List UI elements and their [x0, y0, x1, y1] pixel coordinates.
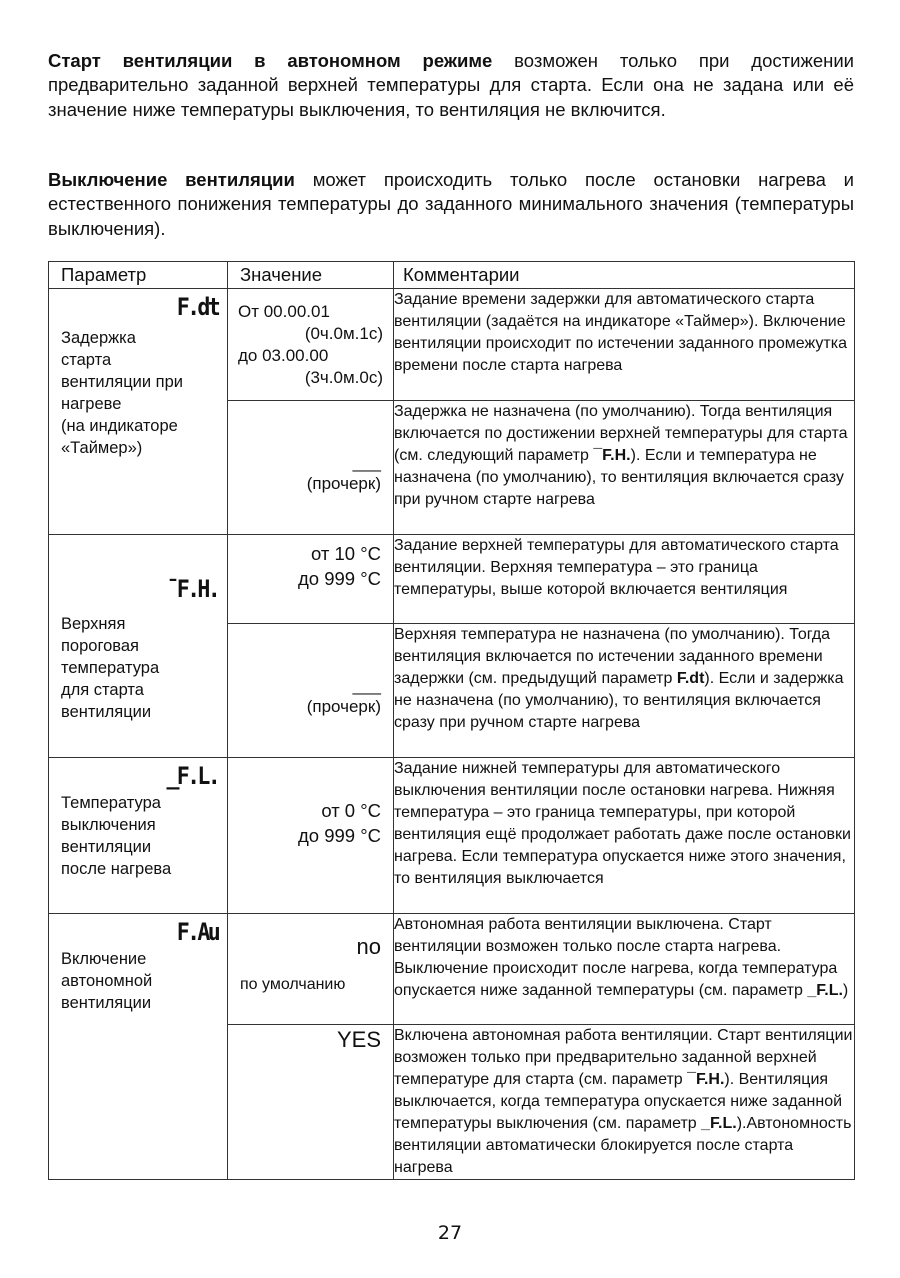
param-cell-fl — [49, 758, 228, 914]
header-comments: Комментарии — [394, 262, 855, 289]
parameters-table — [48, 261, 855, 1180]
value-to: до 03.00.00 — [238, 346, 329, 365]
comment-param-ref: ¯F.H. — [687, 1071, 725, 1088]
table-row-fdt-1 — [49, 289, 855, 401]
comment-param-ref: ¯F.H. — [593, 447, 631, 464]
value-cell-fau-yes — [228, 1025, 394, 1180]
value-cell-fdt-range — [228, 289, 394, 401]
comment-fh-range: Задание верхней температуры для автоматического старта вентиляции. Верхняя температура – это граница температуры, выше которой включается вентиляция — [394, 535, 855, 624]
value-dash-label: (прочерк) — [306, 697, 381, 716]
comment-fl: Задание нижней температуры для автоматического выключения вентиляции после остановки нагрева. Нижняя температура – это граница температуры, при которой вентиляция ещё продолжает работать даже после остановки нагрева. Если температура опускается ниже этого значения, то вентиляция выключается — [394, 758, 855, 914]
comment-param-ref: _F.L. — [807, 982, 843, 999]
comment-fau-no — [394, 914, 855, 1025]
page-number: 27 — [437, 1222, 463, 1244]
comment-text: ). Если и температура не назначена (по умолчанию), то вентиляция включается сразу при ручном старте нагрева — [394, 447, 844, 508]
intro-paragraph-autonomous-start — [48, 49, 854, 122]
value-from: От 00.00.01 — [238, 302, 330, 321]
comment-fdt-dash — [394, 401, 855, 535]
intro-text-autonomous-start: возможен только при достижении предварительно заданной верхней температуры для старта. Если она не задана или её значение ниже температуры выключения, то вентиляция не включится. — [48, 50, 854, 120]
param-name-line: температура — [61, 659, 160, 677]
comment-fdt-range: Задание времени задержки для автоматического старта вентиляции (задаётся на индикаторе «Таймер»). Включение вентиляции происходит по истечении заданного промежутка времени после старта нагрева — [394, 289, 855, 401]
param-name-line: старта — [61, 351, 112, 369]
intro-bold-ventilation-off: Выключение вентиляции — [48, 169, 295, 190]
value-dash-line: ___ — [352, 453, 381, 472]
param-name-line: нагреве — [61, 395, 122, 413]
comment-text: ) — [842, 982, 849, 999]
param-code-fdt: F.dt — [176, 293, 218, 321]
value-cell-fl-range — [228, 758, 394, 914]
value-to: до 999 °С — [298, 568, 381, 589]
param-name-line: вентиляции — [61, 838, 152, 856]
param-name-line: вентиляции при — [61, 373, 184, 391]
header-value: Значение — [228, 262, 394, 289]
value-from: от 0 °С — [321, 800, 381, 821]
intro-paragraph-ventilation-off — [48, 168, 854, 241]
comment-text: ).Автономность вентиляции автоматически блокируется после старта нагрева — [394, 1115, 852, 1176]
comment-text: ). Вентиляция выключается, когда температура опускается ниже заданной температуры выключения (см. параметр — [394, 1071, 843, 1132]
value-dash-label: (прочерк) — [306, 474, 381, 493]
param-name-line: Задержка — [61, 329, 136, 347]
param-name-fl — [49, 792, 227, 880]
value-to: до 999 °С — [298, 825, 381, 846]
param-cell-fau — [49, 914, 228, 1180]
comment-text: Верхняя температура не назначена (по умолчанию). Тогда вентиляция включается по истечении заданного времени задержки (см. предыдущий параметр — [394, 626, 831, 687]
intro-bold-autonomous-start: Старт вентиляции в автономном режиме — [48, 50, 493, 71]
value-cell-fh-dash — [228, 624, 394, 758]
param-cell-fdt — [49, 289, 228, 535]
param-name-line: вентиляции — [61, 703, 152, 721]
value-fau-no: no — [356, 934, 381, 959]
value-dash-line: ___ — [352, 676, 381, 695]
value-cell-fau-no — [228, 914, 394, 1025]
table-row-fl — [49, 758, 855, 914]
param-name-line: Включение — [61, 950, 147, 968]
param-name-line: Температура — [61, 794, 161, 812]
param-code-fh: ¯F.H. — [166, 575, 218, 603]
param-name-line: автономной — [61, 972, 153, 990]
comment-param-ref: _F.L. — [701, 1115, 737, 1132]
param-name-fdt — [49, 327, 227, 459]
header-parameter: Параметр — [49, 262, 228, 289]
param-cell-fh — [49, 535, 228, 758]
param-code-fau: F.Au — [176, 918, 218, 946]
param-name-line: «Таймер») — [61, 439, 143, 457]
value-to-sub: (3ч.0м.0с) — [304, 368, 383, 387]
table-row-fh-1 — [49, 535, 855, 624]
table-header-row — [49, 262, 855, 289]
table-row-fau-1 — [49, 914, 855, 1025]
param-name-fh — [49, 613, 227, 723]
param-name-line: выключения — [61, 816, 156, 834]
comment-fh-dash — [394, 624, 855, 758]
param-name-line: для старта — [61, 681, 144, 699]
value-fh-range — [228, 541, 393, 591]
value-fl-range — [228, 798, 393, 848]
comment-param-ref: F.dt — [676, 670, 705, 687]
value-fau-default: по умолчанию — [240, 976, 346, 993]
value-cell-fh-range — [228, 535, 394, 624]
comment-text: Автономная работа вентиляции выключена. Старт вентиляции возможен только после старта нагрева. Выключение происходит после нагрева, когда температура опускается ниже заданной температуры (см. параметр — [394, 916, 838, 999]
comment-fau-yes — [394, 1025, 855, 1180]
comment-text: ). Если и задержка не назначена (по умолчанию), то вентиляция включается сразу при ручном старте нагрева — [394, 670, 844, 731]
value-fdt-range — [228, 301, 393, 389]
intro-text-ventilation-off: может происходить только после остановки нагрева и естественного понижения температуры до заданного минимального значения (температуры выключения). — [48, 169, 855, 239]
param-name-line: вентиляции — [61, 994, 152, 1012]
value-cell-fdt-dash — [228, 401, 394, 535]
param-name-line: после нагрева — [61, 860, 172, 878]
param-name-line: (на индикаторе — [61, 417, 178, 435]
param-name-line: Верхняя — [61, 615, 126, 633]
value-from-sub: (0ч.0м.1с) — [304, 324, 383, 343]
param-code-fl: _F.L. — [166, 762, 218, 790]
value-from: от 10 °С — [311, 543, 381, 564]
param-name-line: пороговая — [61, 637, 139, 655]
comment-text: Включена автономная работа вентиляции. Старт вентиляции возможен только при предварительно заданной верхней температуре для старта (см. параметр — [394, 1027, 853, 1088]
param-name-fau — [49, 948, 227, 1014]
value-fau-yes: YES — [336, 1027, 381, 1052]
comment-text: Задержка не назначена (по умолчанию). Тогда вентиляция включается по достижении верхней температуры для старта (см. следующий параметр — [394, 403, 848, 464]
